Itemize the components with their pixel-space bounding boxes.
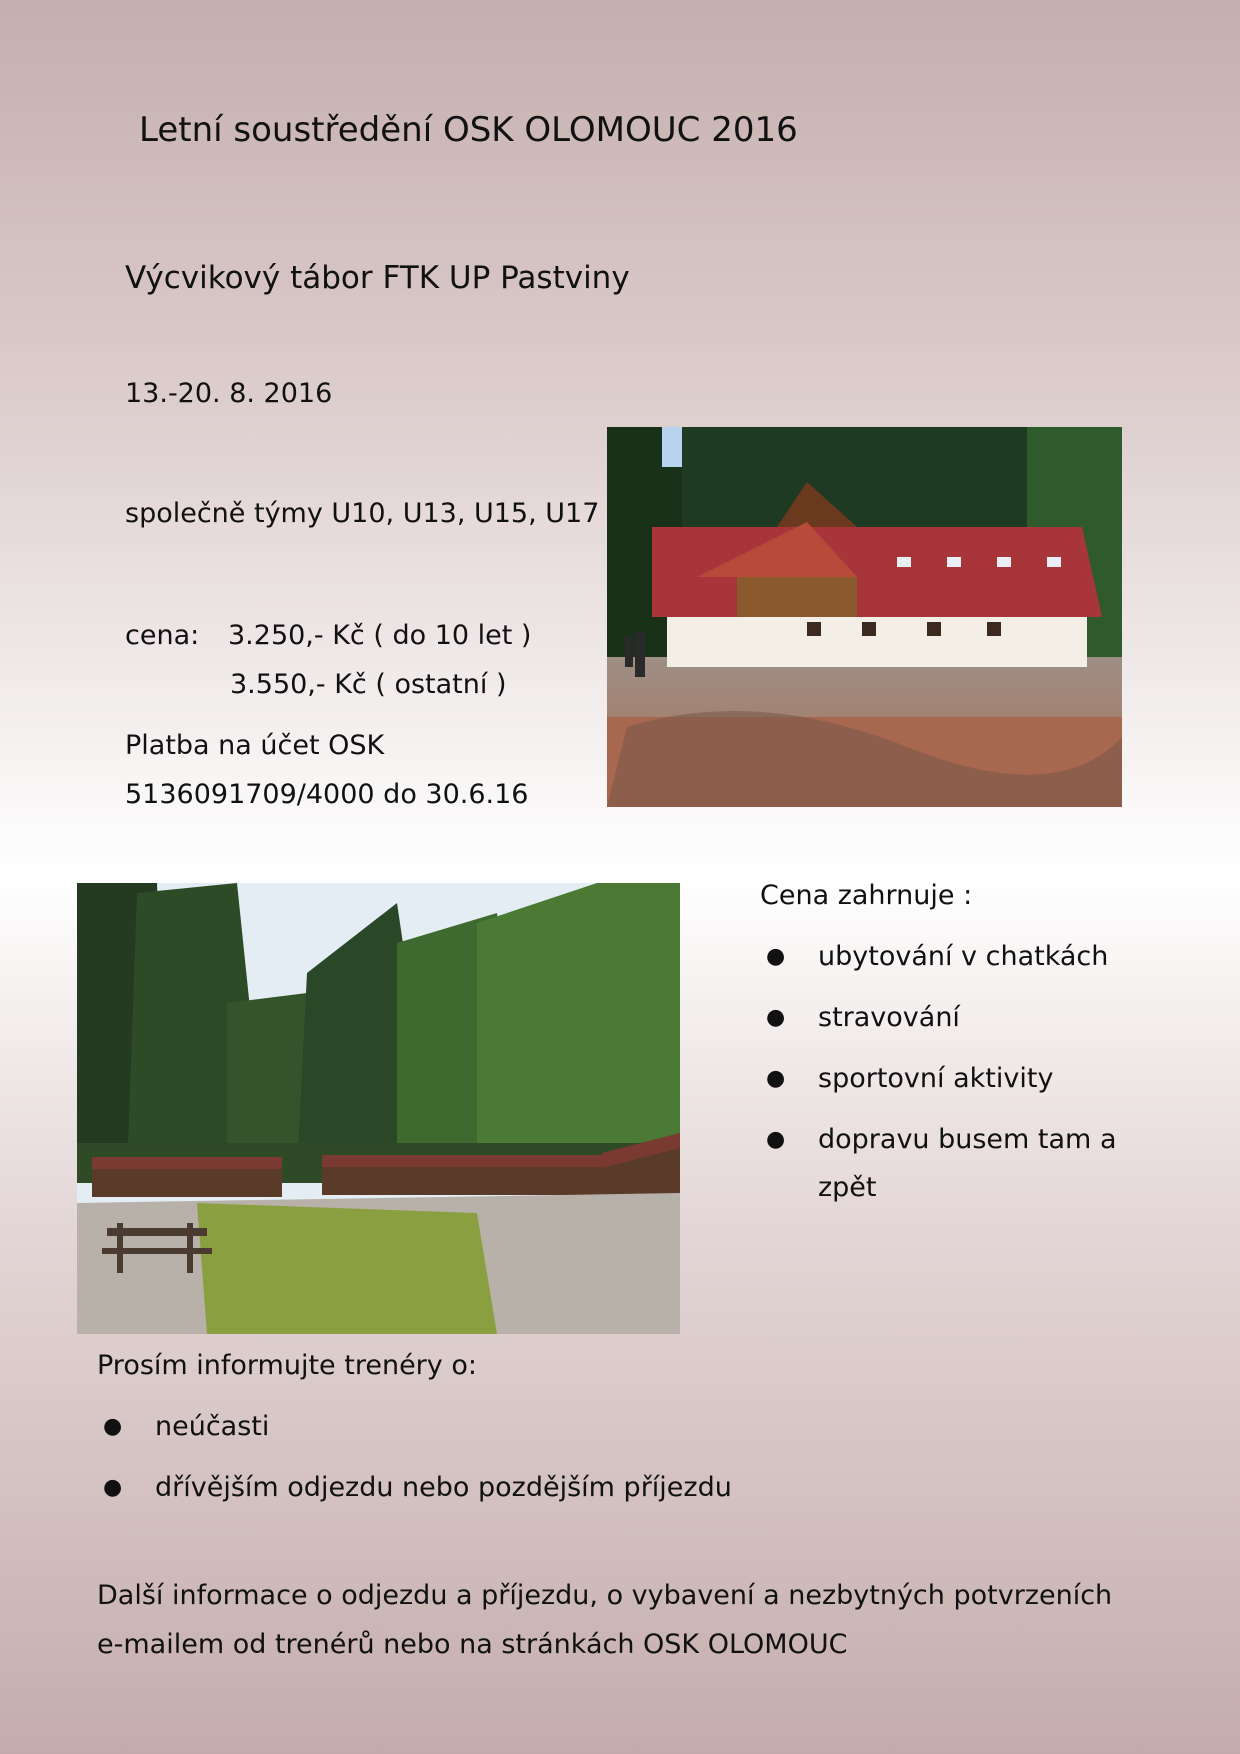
includes-list (760, 940, 1117, 1205)
lodge-photo (607, 427, 1122, 807)
bullet-icon: ● (766, 1127, 786, 1152)
list-item: ● dřívějším odjezdu nebo pozdějším příjezdu (103, 1472, 732, 1503)
page-title: Letní soustředění OSK OLOMOUC 2016 (139, 110, 798, 150)
cabins-photo (77, 883, 680, 1334)
footer-line-2: e-mailem od trenérů nebo na stránkách OSK OLOMOUC (97, 1629, 848, 1660)
inform-list (97, 1410, 732, 1505)
payment-line-1: Platba na účet OSK (125, 730, 385, 761)
footer-line-1: Další informace o odjezdu a příjezdu, o vybavení a nezbytných potvrzeních (97, 1580, 1113, 1611)
list-item: ● sportovní aktivity (766, 1063, 1054, 1094)
list-item: ● stravování (766, 1002, 960, 1033)
list-item: ● neúčasti (103, 1411, 270, 1442)
price-label: cena: (125, 620, 200, 651)
price-line-2: 3.550,- Kč ( ostatní ) (230, 669, 507, 700)
includes-heading: Cena zahrnuje : (760, 880, 973, 911)
price-line-1: 3.250,- Kč ( do 10 let ) (228, 620, 532, 651)
bullet-icon: ● (103, 1414, 123, 1439)
bullet-icon: ● (766, 1005, 786, 1030)
camp-dates: 13.-20. 8. 2016 (125, 378, 333, 409)
bullet-icon: ● (766, 1066, 786, 1091)
list-item-continuation: zpět (818, 1172, 877, 1203)
inform-heading: Prosím informujte trenéry o: (97, 1350, 477, 1381)
teams-text: společně týmy U10, U13, U15, U17 (125, 498, 600, 529)
list-item: ● ubytování v chatkách (766, 941, 1109, 972)
payment-line-2: 5136091709/4000 do 30.6.16 (125, 779, 529, 810)
bullet-icon: ● (103, 1475, 123, 1500)
bullet-icon: ● (766, 944, 786, 969)
list-item: ● dopravu busem tam a (766, 1124, 1117, 1155)
camp-name: Výcvikový tábor FTK UP Pastviny (125, 260, 630, 296)
